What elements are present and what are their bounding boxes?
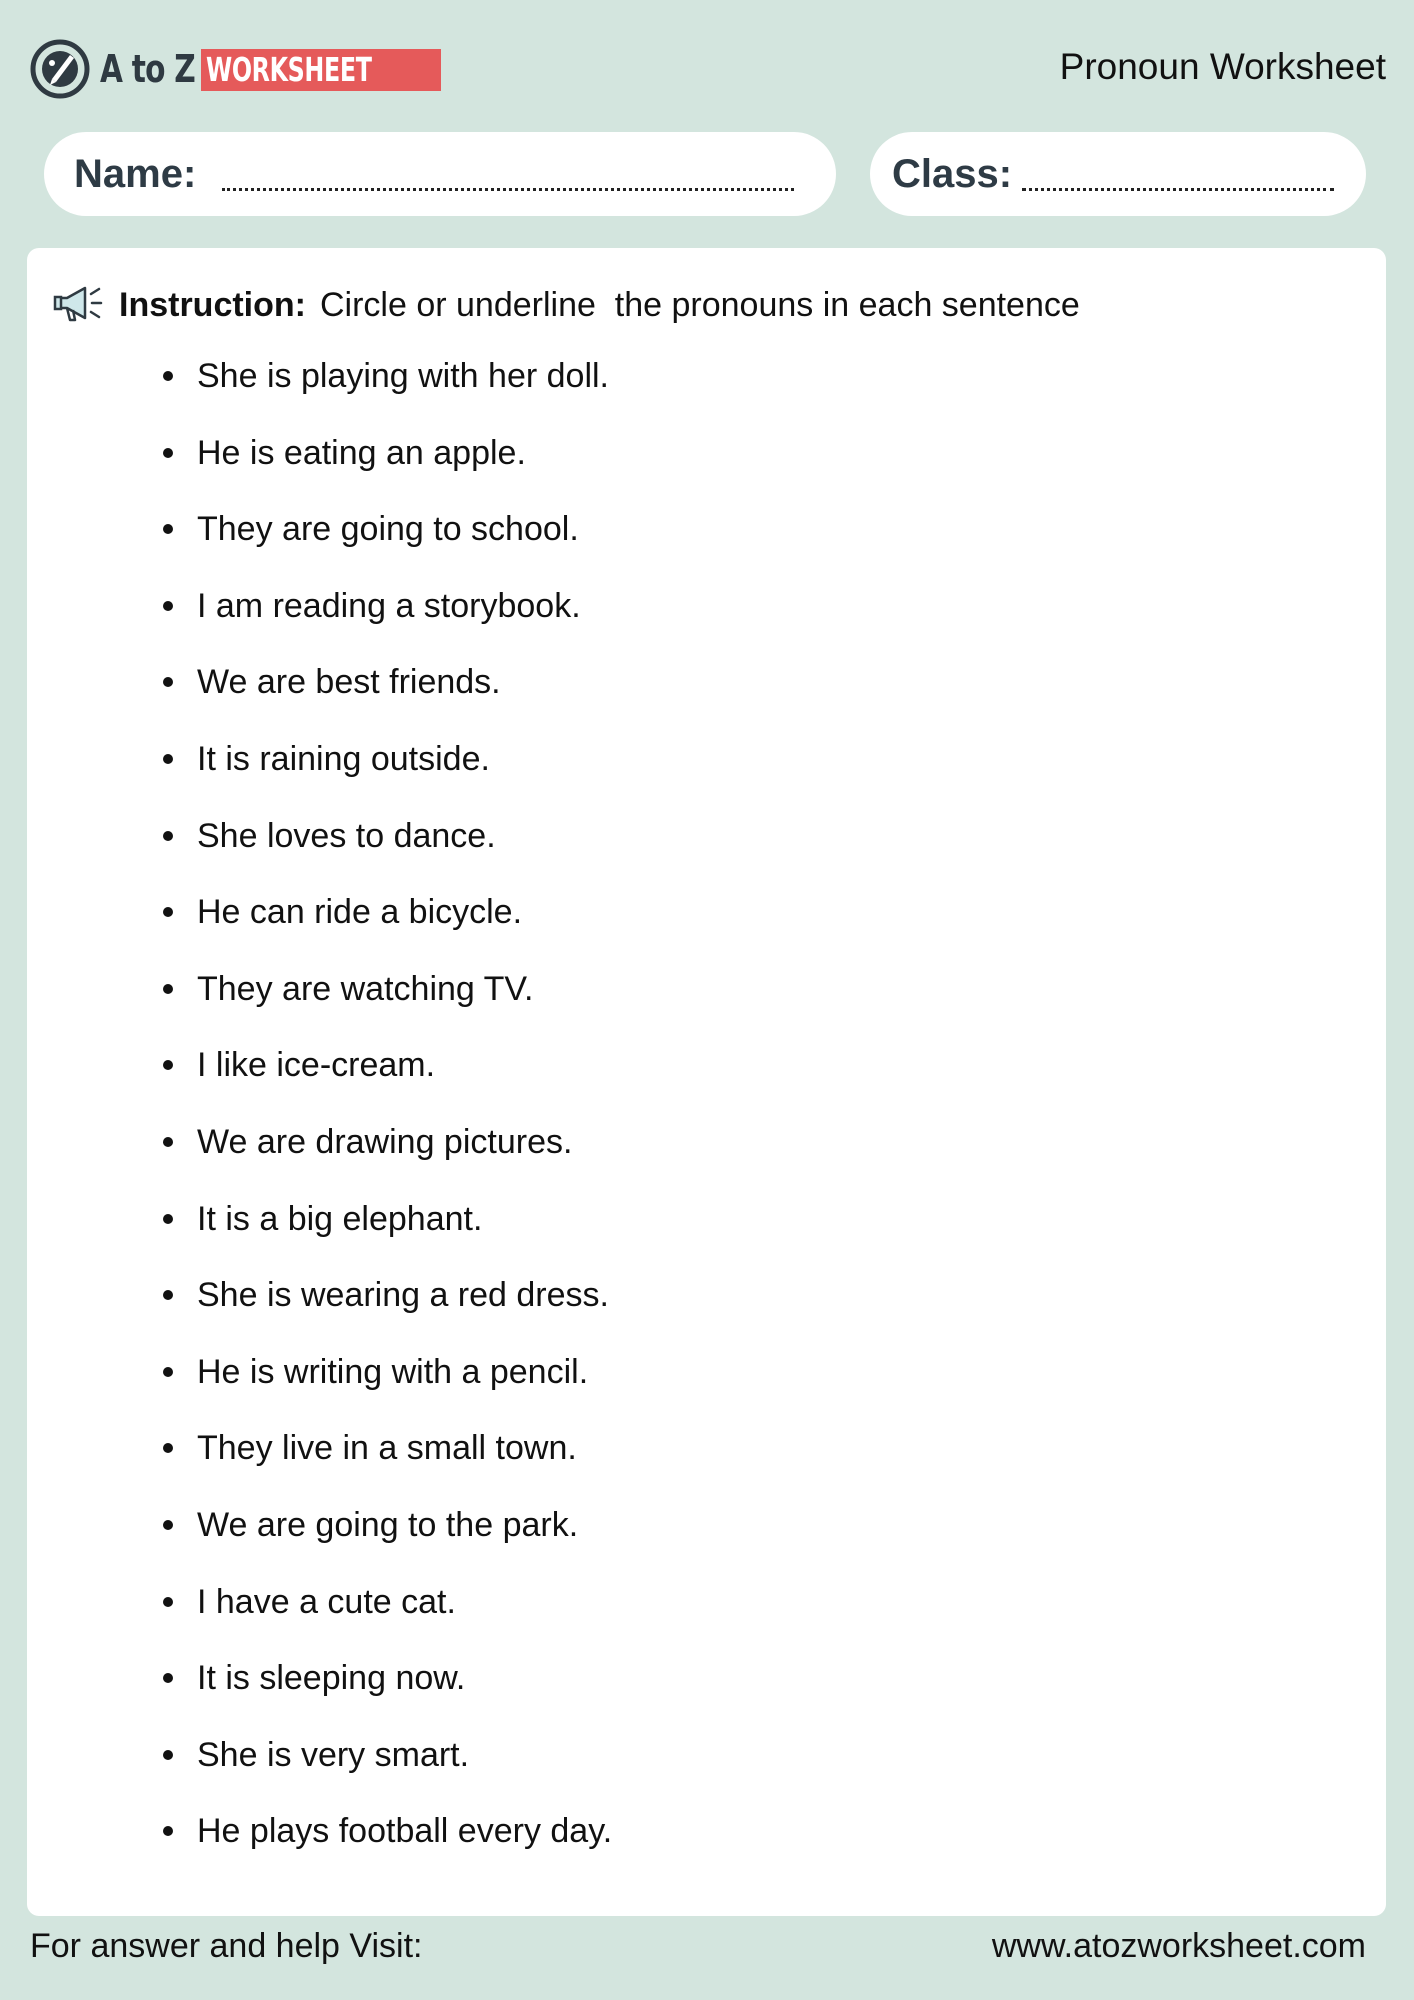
logo-pen-icon [30,39,90,99]
bullet-icon [163,677,173,687]
sentence-list [163,356,612,1888]
bullet-icon [163,754,173,764]
sentence-item[interactable]: We are best friends. [163,662,612,739]
sentence-item[interactable]: She is playing with her doll. [163,356,612,433]
bullet-icon [163,1443,173,1453]
bullet-icon [163,1214,173,1224]
bullet-icon [163,524,173,534]
instruction [53,284,1080,326]
footer-help-text: For answer and help Visit: [30,1927,423,1965]
instruction-text: Circle or underline the pronouns in each sentence [319,285,1080,324]
megaphone-icon [53,284,103,326]
sentence-item[interactable]: He plays football every day. [163,1811,612,1888]
sentence-item[interactable]: She is very smart. [163,1735,612,1812]
sentence-item[interactable]: It is raining outside. [163,739,612,816]
name-field[interactable] [44,132,836,216]
sentence-item[interactable]: It is a big elephant. [163,1199,612,1276]
sentence-item[interactable]: I like ice-cream. [163,1045,612,1122]
sentence-item[interactable]: They are going to school. [163,509,612,586]
sentence-item[interactable]: She is wearing a red dress. [163,1275,612,1352]
bullet-icon [163,1597,173,1607]
class-field[interactable] [870,132,1366,216]
bullet-icon [163,1137,173,1147]
worksheet-card [27,248,1386,1916]
bullet-icon [163,1367,173,1377]
sentence-item[interactable]: We are drawing pictures. [163,1122,612,1199]
bullet-icon [163,448,173,458]
sentence-item[interactable]: He can ride a bicycle. [163,892,612,969]
bullet-icon [163,601,173,611]
sentence-item[interactable]: We are going to the park. [163,1505,612,1582]
page-title: Pronoun Worksheet [1059,46,1386,87]
page-header [30,38,1386,100]
bullet-icon [163,1750,173,1760]
sentence-item[interactable]: He is eating an apple. [163,433,612,510]
name-write-line[interactable] [222,188,794,191]
sentence-item[interactable]: They live in a small town. [163,1428,612,1505]
bullet-icon [163,1673,173,1683]
bullet-icon [163,1826,173,1836]
sentence-item[interactable]: I have a cute cat. [163,1582,612,1659]
logo-badge: WORKSHEET [201,49,441,91]
site-logo [30,38,372,100]
page-footer [30,1927,1366,1971]
sentence-item[interactable]: I am reading a storybook. [163,586,612,663]
bullet-icon [163,984,173,994]
class-write-line[interactable] [1022,188,1334,191]
sentence-item[interactable]: They are watching TV. [163,969,612,1046]
bullet-icon [163,831,173,841]
sentence-item[interactable]: He is writing with a pencil. [163,1352,612,1429]
logo-text: A to Z [100,47,195,91]
bullet-icon [163,907,173,917]
instruction-label: Instruction: [119,285,306,324]
bullet-icon [163,1060,173,1070]
bullet-icon [163,1520,173,1530]
footer-website-link[interactable]: www.atozworksheet.com [991,1927,1366,1965]
sentence-item[interactable]: She loves to dance. [163,816,612,893]
class-label: Class: [892,152,1013,196]
bullet-icon [163,1290,173,1300]
sentence-item[interactable]: It is sleeping now. [163,1658,612,1735]
bullet-icon [163,371,173,381]
name-label: Name: [74,152,197,196]
